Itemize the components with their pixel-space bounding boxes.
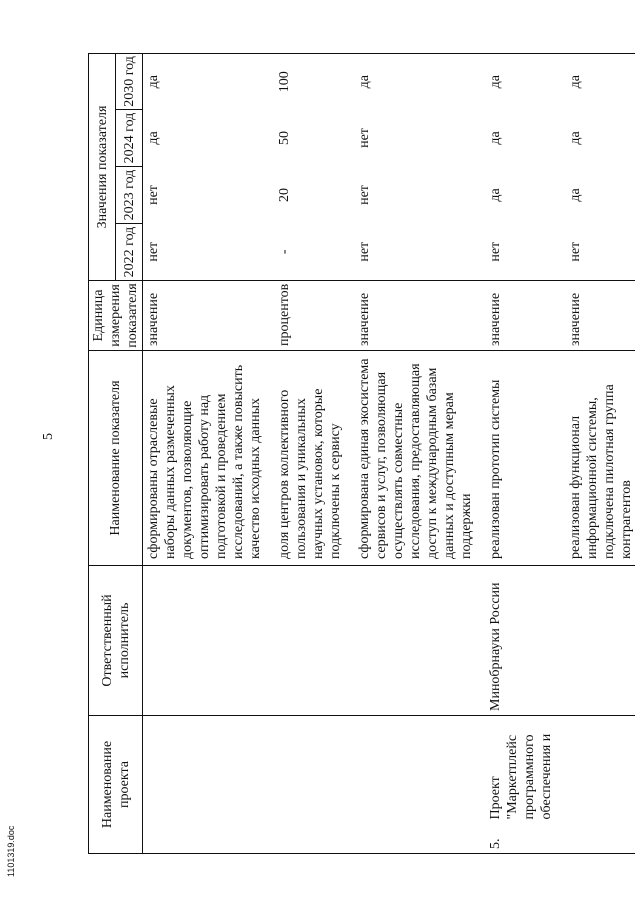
executor-cell: [555, 566, 635, 716]
header-project-name: Наименование проекта: [89, 716, 143, 854]
header-executor: Ответственный исполнитель: [89, 566, 143, 716]
footer-doc-code: 1101319.doc: [6, 825, 16, 877]
executor-cell: [344, 566, 475, 716]
value-cell: да: [555, 53, 635, 109]
indicator-cell: реализован функционал информационной системы, подключена пилотная группа контрагентов: [555, 351, 635, 566]
row-number: 5.: [475, 824, 555, 854]
value-cell: нет: [357, 241, 372, 262]
header-unit: Единица измерения показателя: [89, 281, 143, 351]
header-year: 2030 год: [116, 53, 143, 109]
project-name-cell: [555, 716, 635, 824]
project-name-cell: [143, 716, 265, 824]
row-number: [555, 824, 635, 854]
indicator-cell: доля центров коллективного пользования и уникальных научных установок, которые подключены к сервису: [264, 351, 344, 566]
row-number: [344, 824, 475, 854]
table-row: [264, 53, 344, 853]
project-name-cell: [264, 716, 344, 824]
value-cell: да: [146, 131, 161, 145]
value-cell: да: [475, 53, 555, 109]
row-number: [143, 824, 265, 854]
value-cell: да: [143, 53, 265, 109]
value-cell: 100: [264, 53, 344, 109]
project-name-cell: Проект "Маркетплейс программного обеспечения и: [475, 716, 555, 824]
unit-cell: значение: [344, 281, 475, 351]
value-cell: 20: [277, 188, 292, 202]
indicators-table: [88, 53, 635, 854]
unit-cell: процентов: [264, 281, 344, 351]
header-values-group: Значения показателя: [89, 53, 116, 280]
header-year: 2024 год: [116, 110, 143, 167]
row-number: [264, 824, 344, 854]
unit-cell: значение: [475, 281, 555, 351]
value-cell: да: [344, 53, 475, 109]
value-cell: -: [277, 249, 292, 255]
value-cell: нет: [488, 241, 503, 262]
header-year: 2023 год: [116, 167, 143, 224]
indicator-cell: сформирована единая экосистема сервисов и услуг, позволяющая осуществлять совместные исследования, предоставляющая доступ к международным базам данных и доступным мерам поддержки: [344, 351, 475, 566]
value-cell: нет: [146, 185, 161, 205]
value-cell: да: [488, 188, 503, 202]
value-cell: нет: [357, 185, 372, 205]
value-cell: да: [488, 131, 503, 145]
indicator-cell: реализован прототип системы: [475, 351, 555, 566]
value-cell: нет: [357, 128, 372, 148]
unit-cell: значение: [143, 281, 265, 351]
value-cell: 50: [277, 131, 292, 145]
unit-cell: значение: [555, 281, 635, 351]
page-number: 5: [41, 433, 56, 440]
project-name-cell: [344, 716, 475, 824]
value-cell: да: [568, 131, 583, 145]
indicator-cell: сформированы отраслевые наборы данных размеченных документов, позволяющие оптимизировать работу над подготовкой и проведением исследований, а также повысить качество исходных данных: [143, 351, 265, 566]
table-row: [475, 53, 555, 853]
value-cell: да: [568, 188, 583, 202]
executor-cell: [264, 566, 344, 716]
value-cell: нет: [146, 241, 161, 262]
table-row: [555, 53, 635, 853]
header-indicator: Наименование показателя: [89, 351, 143, 566]
executor-cell: Минобрнауки России: [475, 566, 555, 716]
table-row: [143, 53, 265, 853]
value-cell: нет: [568, 241, 583, 262]
header-year: 2022 год: [116, 224, 143, 281]
executor-cell: [143, 566, 265, 716]
rotated-table-container: [88, 54, 634, 854]
table-row: [344, 53, 475, 853]
